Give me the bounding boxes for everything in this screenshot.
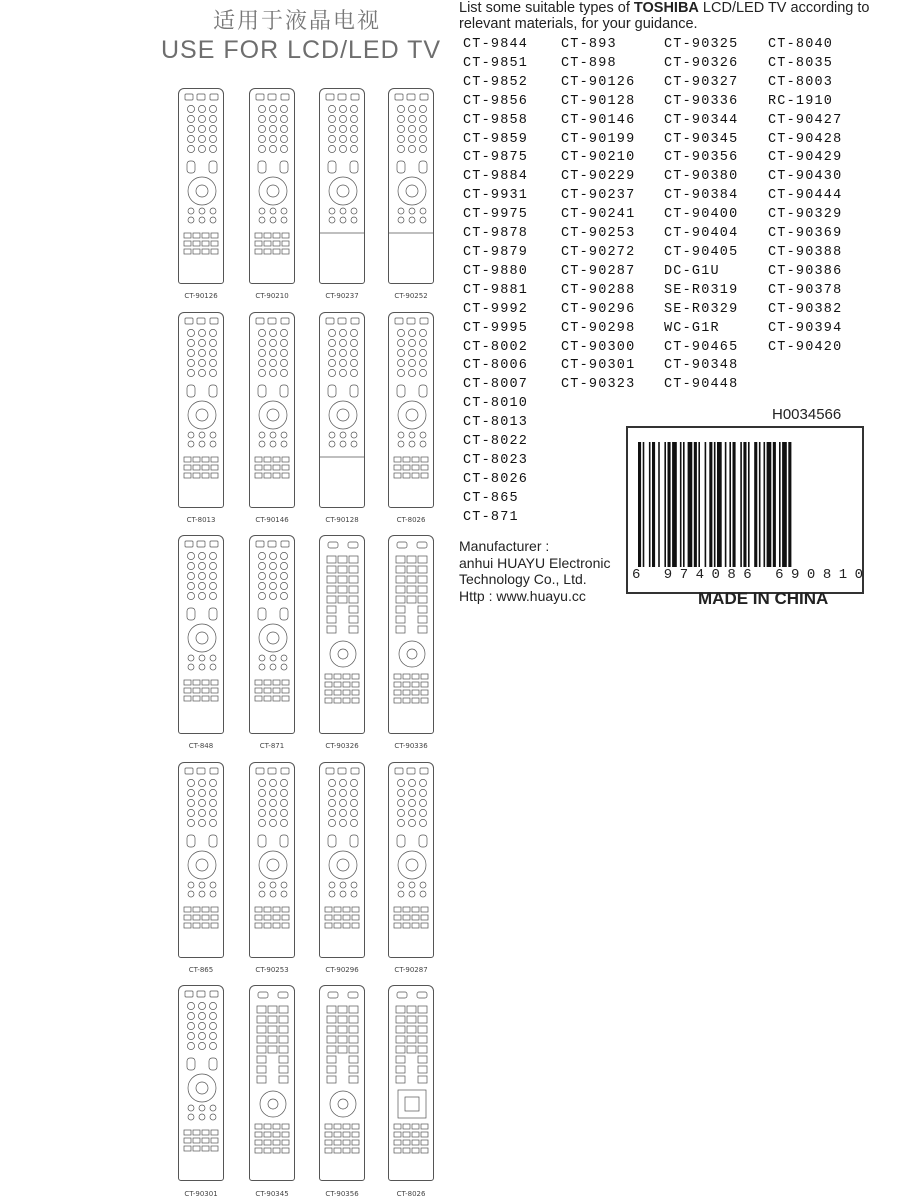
model-column-3: [664, 36, 738, 395]
remote-control-image: [249, 535, 295, 734]
model-number: CT-90345: [664, 131, 739, 147]
model-number: CT-9875: [463, 150, 529, 166]
remote-drawing: [179, 986, 223, 1180]
remote-control-image: [319, 88, 365, 284]
intro-prefix: List some suitable types of: [459, 0, 634, 16]
remote-control-image: [249, 762, 295, 958]
model-number: CT-9881: [463, 282, 529, 298]
model-number: CT-8006: [463, 358, 529, 374]
model-column-4: [768, 36, 842, 357]
remote-model-label: CT-90126: [184, 292, 218, 300]
remote-drawing: [179, 763, 223, 957]
model-number: CT-90348: [664, 358, 739, 374]
remote-model-label: CT-865: [188, 966, 214, 974]
model-number: CT-8010: [463, 396, 529, 412]
model-number: CT-8007: [463, 377, 529, 393]
model-column-1: [463, 36, 528, 528]
model-number: CT-90344: [664, 112, 739, 128]
remote-model-label: CT-8026: [396, 516, 426, 524]
remote-control-image: [178, 312, 224, 508]
remote-model-label: CT-90301: [184, 1190, 218, 1198]
remote-drawing: [389, 89, 433, 283]
model-number: CT-90241: [561, 207, 636, 223]
model-number: CT-90394: [768, 320, 843, 336]
model-number: CT-9859: [463, 131, 529, 147]
remote-drawing: [389, 313, 433, 507]
model-number: CT-90229: [561, 169, 636, 185]
model-number: WC-G1R: [664, 320, 720, 336]
model-number: CT-9880: [463, 263, 529, 279]
remote-control-image: [388, 88, 434, 284]
remote-drawing: [320, 763, 364, 957]
model-number: CT-9995: [463, 320, 529, 336]
model-number: CT-9856: [463, 93, 529, 109]
model-number: SE-R0319: [664, 282, 739, 298]
model-number: SE-R0329: [664, 301, 739, 317]
remote-drawing: [250, 536, 294, 733]
model-number: CT-90272: [561, 244, 636, 260]
model-number: CT-871: [463, 509, 519, 525]
remote-model-label: CT-90326: [325, 742, 359, 750]
manufacturer-block: [459, 538, 610, 604]
remote-drawing: [320, 986, 364, 1180]
model-number: CT-90298: [561, 320, 636, 336]
model-number: CT-90448: [664, 377, 739, 393]
model-number: CT-90420: [768, 339, 843, 355]
model-number: CT-9852: [463, 74, 529, 90]
model-number: CT-90287: [561, 263, 636, 279]
model-number: CT-90428: [768, 131, 843, 147]
model-number: CT-90199: [561, 131, 636, 147]
remote-control-image: [249, 985, 295, 1181]
model-number: CT-90465: [664, 339, 739, 355]
remote-control-image: [319, 762, 365, 958]
remote-control-image: [319, 985, 365, 1181]
remote-control-image: [249, 312, 295, 508]
remote-control-image: [319, 535, 365, 734]
model-number: CT-90253: [561, 226, 636, 242]
model-number: CT-9992: [463, 301, 529, 317]
model-number: CT-90386: [768, 263, 843, 279]
remote-drawing: [250, 763, 294, 957]
model-number: CT-9975: [463, 207, 529, 223]
model-number: CT-90369: [768, 226, 843, 242]
model-number: CT-90382: [768, 301, 843, 317]
remote-drawing: [389, 763, 433, 957]
remote-control-image: [319, 312, 365, 508]
model-number: CT-90380: [664, 169, 739, 185]
model-number: CT-865: [463, 490, 519, 506]
model-number: CT-898: [561, 55, 617, 71]
model-number: CT-90128: [561, 93, 636, 109]
remote-control-image: [249, 88, 295, 284]
remote-model-label: CT-90296: [325, 966, 359, 974]
model-number: CT-9851: [463, 55, 529, 71]
model-number: CT-90404: [664, 226, 739, 242]
remote-model-label: CT-90146: [255, 516, 289, 524]
manufacturer-http: Http : www.huayu.cc: [459, 587, 586, 604]
model-number: CT-90325: [664, 37, 739, 52]
model-number: CT-90126: [561, 74, 636, 90]
model-number: CT-90400: [664, 207, 739, 223]
model-number: CT-90296: [561, 301, 636, 317]
brand-name: TOSHIBA: [633, 0, 699, 16]
remote-model-label: CT-90345: [255, 1190, 289, 1198]
remote-drawing: [389, 536, 433, 733]
barcode-bars: [638, 442, 850, 567]
remote-model-label: CT-848: [188, 742, 214, 750]
manufacturer-name-2: Technology Co., Ltd.: [459, 571, 587, 587]
remote-control-image: [178, 88, 224, 284]
model-number: CT-9878: [463, 226, 529, 242]
model-number: CT-90301: [561, 358, 636, 374]
barcode-digits: 6 974086 690810: [632, 567, 871, 583]
model-number: CT-90323: [561, 377, 636, 393]
manufacturer-label: Manufacturer :: [459, 538, 550, 554]
barcode-box: [626, 426, 871, 594]
remote-control-image: [388, 762, 434, 958]
model-number: CT-8023: [463, 452, 529, 468]
model-number: CT-9858: [463, 112, 529, 128]
remote-drawing: [389, 986, 433, 1180]
remote-drawing: [179, 536, 223, 733]
model-number: CT-90146: [561, 112, 636, 128]
model-number: CT-90405: [664, 244, 739, 260]
model-number: RC-1910: [768, 93, 834, 109]
remote-drawing: [320, 536, 364, 733]
model-number: CT-90384: [664, 188, 739, 204]
model-number: CT-90356: [664, 150, 739, 166]
remote-model-label: CT-90356: [325, 1190, 359, 1198]
remote-model-label: CT-8026: [396, 1190, 426, 1198]
title-english: USE FOR LCD/LED TV: [161, 36, 442, 64]
model-number: CT-8026: [463, 471, 529, 487]
remote-control-image: [388, 985, 434, 1181]
model-number: CT-90327: [664, 74, 739, 90]
model-number: CT-90427: [768, 112, 843, 128]
model-number: CT-90444: [768, 188, 843, 204]
model-number: CT-90288: [561, 282, 636, 298]
barcode-code: H0034566: [772, 406, 842, 423]
remote-drawing: [179, 313, 223, 507]
model-column-2: [561, 36, 635, 395]
remote-model-label: CT-90253: [255, 966, 289, 974]
model-number: CT-9879: [463, 244, 529, 260]
remote-control-image: [388, 312, 434, 508]
remote-control-image: [178, 985, 224, 1181]
remote-model-label: CT-90252: [394, 292, 428, 300]
model-number: CT-8022: [463, 434, 529, 450]
model-number: CT-90300: [561, 339, 636, 355]
model-number: CT-90326: [664, 55, 739, 71]
remote-model-label: CT-90336: [394, 742, 428, 750]
remote-drawing: [250, 986, 294, 1180]
model-number: CT-90430: [768, 169, 843, 185]
remote-model-label: CT-90210: [255, 292, 289, 300]
model-number: CT-90388: [768, 244, 843, 260]
model-number: CT-90237: [561, 188, 636, 204]
remote-drawing: [320, 89, 364, 283]
intro-suffix: LCD/LED TV according to relevant materials, for your guidance.: [459, 0, 870, 32]
remote-model-label: CT-90128: [325, 516, 359, 524]
model-number: CT-9884: [463, 169, 529, 185]
model-number: CT-8002: [463, 339, 529, 355]
made-in-china: MADE IN CHINA: [698, 589, 829, 608]
remote-model-label: CT-90237: [325, 292, 359, 300]
remote-control-image: [388, 535, 434, 734]
model-number: DC-G1U: [664, 263, 720, 279]
model-number: CT-90329: [768, 207, 843, 223]
model-number: CT-8003: [768, 74, 834, 90]
model-number: CT-90336: [664, 93, 739, 109]
remote-drawing: [250, 313, 294, 507]
model-number: CT-8040: [768, 37, 834, 52]
title-chinese: 适用于液晶电视: [213, 9, 382, 34]
remote-control-image: [178, 535, 224, 734]
model-number: CT-90210: [561, 150, 636, 166]
model-number: CT-893: [561, 37, 617, 52]
intro-text: [459, 0, 899, 32]
model-number: CT-8035: [768, 55, 834, 71]
remote-control-image: [178, 762, 224, 958]
remote-model-label: CT-871: [259, 742, 285, 750]
manufacturer-name-1: anhui HUAYU Electronic: [459, 554, 611, 571]
remote-model-label: CT-8013: [186, 516, 216, 524]
model-number: CT-90429: [768, 150, 843, 166]
remote-model-label: CT-90287: [394, 966, 428, 974]
model-number: CT-90378: [768, 282, 843, 298]
remote-drawing: [320, 313, 364, 507]
model-number: CT-9931: [463, 188, 529, 204]
remote-drawing: [179, 89, 223, 283]
model-number: CT-9844: [463, 37, 529, 52]
remote-drawing: [250, 89, 294, 283]
model-number: CT-8013: [463, 415, 529, 431]
